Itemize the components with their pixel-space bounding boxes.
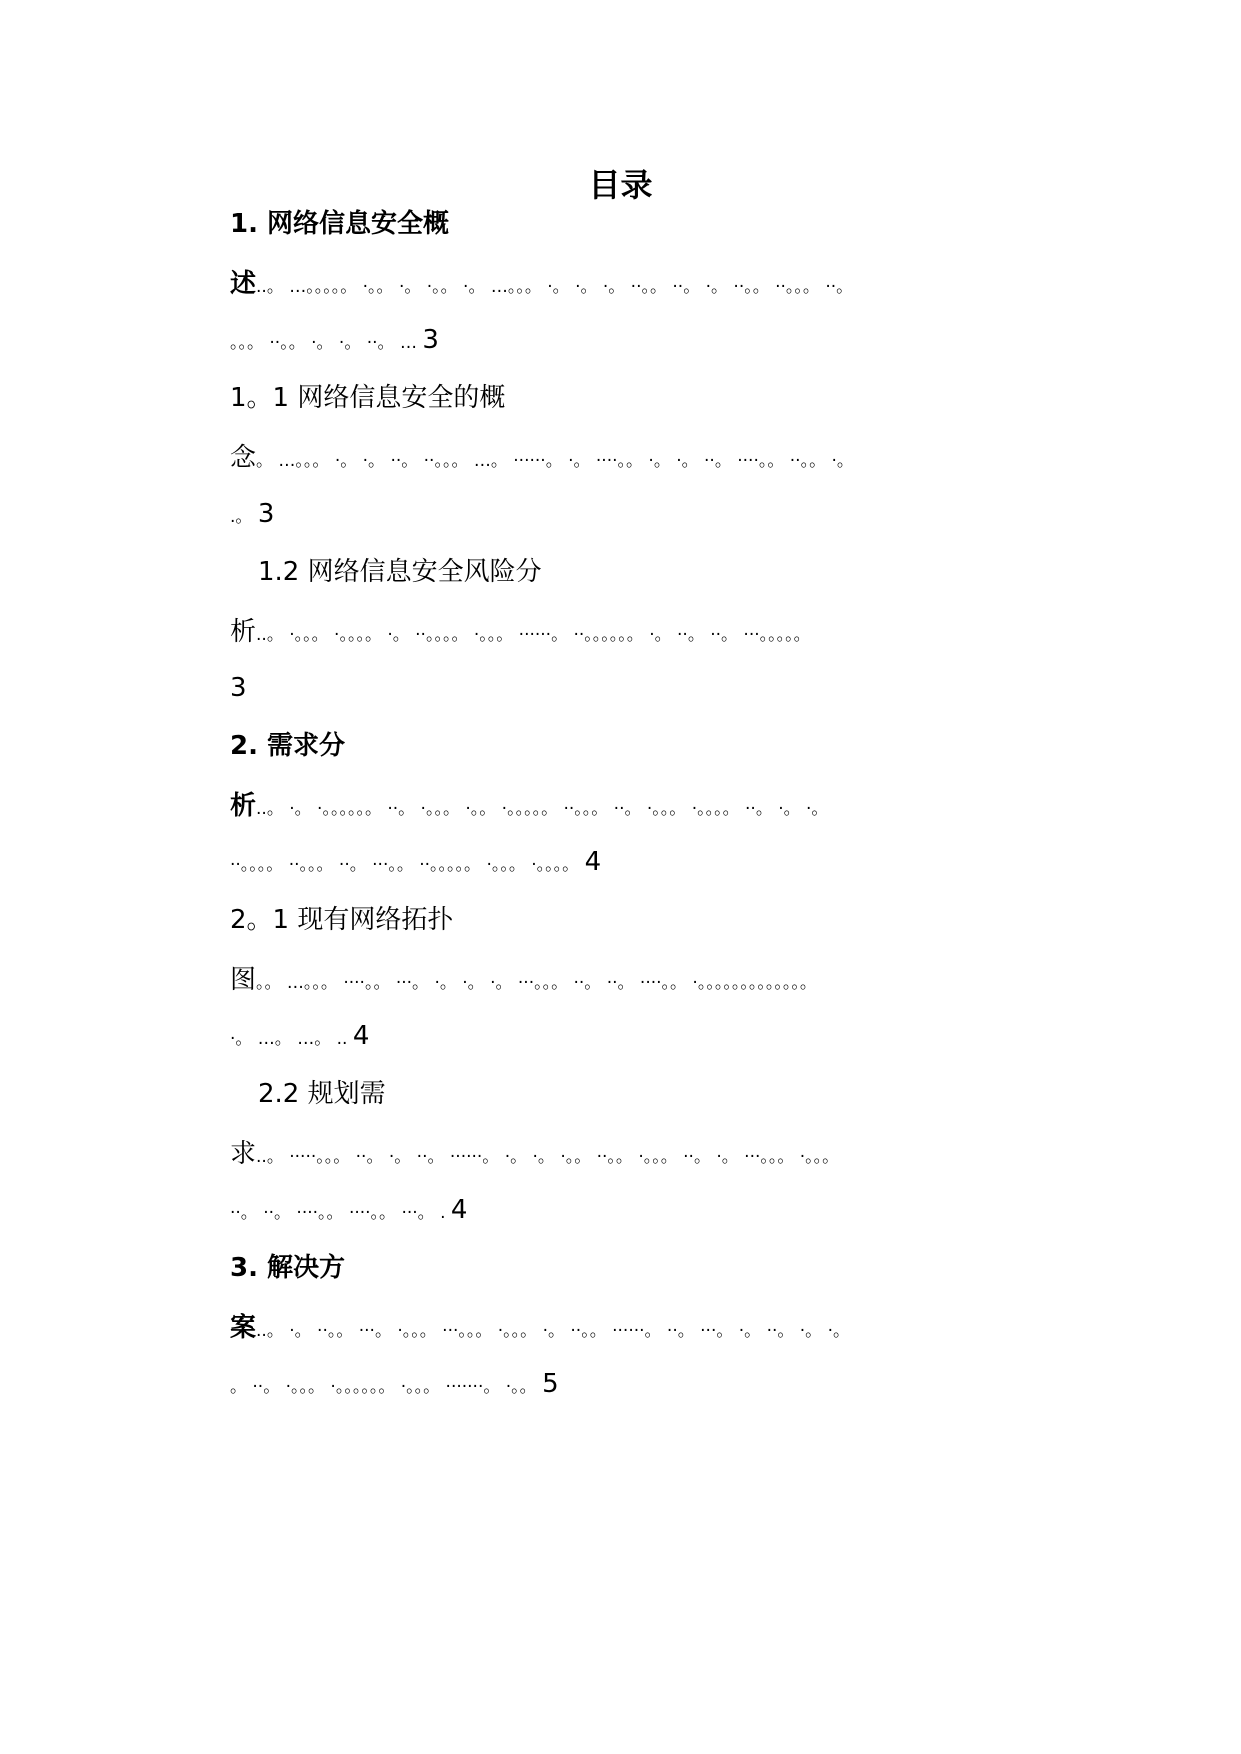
toc-leader-dots: ..。 ·。 ··。。 ···。 ·。。。 ···。。。 ·。。。 ·。 ··。。 ······。 ··。 ···。 ·。 ··。 ·。 ·。 [256,1321,850,1341]
toc-page-number: 3 [257,499,275,529]
toc-leader-dots: ··。。。。 ··。。。 ··。 ···。。 ··。。。。。 ·。。。 ·。。。。 [230,855,585,875]
toc-leader-line[interactable] [230,842,1090,882]
toc-heading-tail: 图 [230,965,257,995]
toc-leader-dots: ·。 …。 …。 .. [230,1029,353,1049]
toc-leader-dots: ..。 ·····。。。 ··。 ·。 ··。 ······。 ·。 ·。 ·。。 ··。。 ·。。。 ··。 ·。 ···。。。 ·。。。 [256,1147,840,1167]
toc-heading[interactable]: 1.2 网络信息安全风险分 [258,557,542,587]
toc-heading[interactable]: 3. 解决方 [230,1253,346,1283]
toc-leader-line[interactable] [230,960,1090,1000]
toc-leader-dots: 。 ··。 ·。。。 ·。。。。。。 ·。。。 ·······。 ·。。 [230,1377,543,1397]
toc-leader-line[interactable] [230,668,1090,708]
toc-leader-line[interactable] [230,438,1090,478]
toc-leader-dots: .。 [230,507,258,527]
toc-heading[interactable]: 2。1 现有网络拓扑 [230,905,454,935]
toc-leader-dots: ..。 ·。。。 ·。。。。 ·。 ··。。。。 ·。。。 ······。 ··。。。。。。 ·。 ··。 ··。 ···。。。。。 [256,625,811,645]
toc-page-number: 4 [352,1021,370,1051]
toc-heading-tail: 析 [230,791,257,821]
toc-leader-line[interactable] [230,786,1090,826]
toc-heading-tail: 案 [230,1313,257,1343]
toc-leader-line[interactable] [230,264,1090,304]
toc-page-number: 4 [584,847,602,877]
toc-leader-dots: 。 …。。。 ·。 ·。 ··。 ··。。。 …。 ······。 ·。 ····。。 ·。 ·。 ··。 ····。。 ··。。 ·。 [256,451,854,471]
toc-heading-tail: 述 [230,269,257,299]
toc-heading[interactable]: 2.2 规划需 [258,1079,386,1109]
toc-leader-line[interactable] [230,1134,1090,1174]
toc-leader-dots: ..。 ·。 ·。。。。。。 ··。 ·。。。 ·。。 ·。。。。。 ··。。。 ··。 ·。。。 ·。。。。 ··。 ·。 ·。 [256,799,829,819]
toc-leader-line[interactable] [230,1190,1090,1230]
toc-page-number: 3 [422,325,439,355]
toc-title: 目录 [588,166,653,204]
toc-leader-line[interactable] [230,1308,1090,1348]
toc-leader-line[interactable] [230,1016,1090,1056]
toc-leader-line[interactable] [230,494,1090,534]
toc-leader-dots: ··。 ··。 ····。。 ····。。 ···。 . [230,1203,451,1223]
toc-page-number: 5 [542,1369,559,1399]
toc-leader-dots: 。。 …。。。 ····。。 ···。 ·。 ·。 ·。 ···。。。 ··。 ··。 ····。。 ·。。。。。。。。。。。。。 [256,973,817,993]
toc-heading-tail: 念 [230,443,257,473]
toc-heading[interactable]: 1. 网络信息安全概 [230,209,450,239]
toc-leader-dots: 。。。 ··。。 ·。 ·。 ··。 … [230,333,423,353]
toc-page-number: 3 [230,673,247,703]
toc-heading[interactable]: 1。1 网络信息安全的概 [230,383,506,413]
toc-page-number: 4 [450,1195,468,1225]
toc-leader-line[interactable] [230,1364,1090,1404]
toc-leader-line[interactable] [230,320,1090,360]
toc-heading-tail: 求 [230,1139,257,1169]
toc-heading-tail: 析 [230,617,257,647]
toc-leader-dots: ..。 …。。。。。 ·。。 ·。 ·。。 ·。 …。。。 ·。 ·。 ·。 ··。。 ··。 ·。 ··。。 ··。。。 ··。 [256,277,854,297]
toc-heading[interactable]: 2. 需求分 [230,731,346,761]
toc-leader-line[interactable] [230,612,1090,652]
